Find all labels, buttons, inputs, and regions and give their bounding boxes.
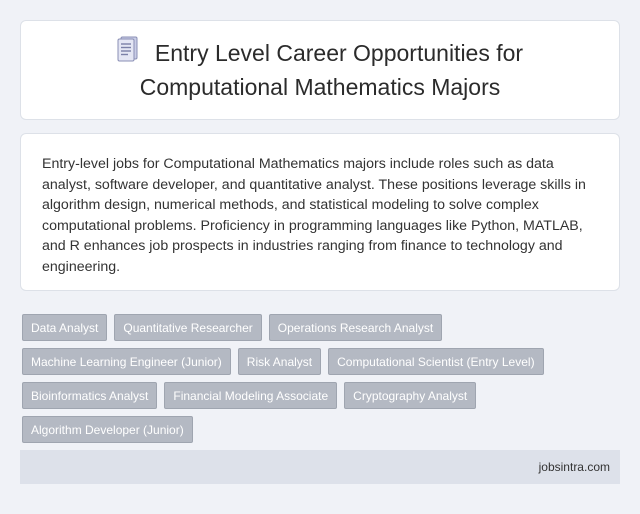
tag-computational-scientist[interactable]: Computational Scientist (Entry Level)	[328, 348, 543, 375]
footer-site-link[interactable]: jobsintra.com	[538, 460, 610, 474]
title-card	[20, 20, 620, 120]
footer	[20, 450, 620, 484]
job-tag-list	[22, 314, 622, 450]
tag-financial-modeling-associate[interactable]: Financial Modeling Associate	[164, 382, 337, 409]
tag-machine-learning-engineer[interactable]: Machine Learning Engineer (Junior)	[22, 348, 231, 375]
page-title: Entry Level Career Opportunities for Computational Mathematics Majors	[139, 40, 524, 100]
tag-risk-analyst[interactable]: Risk Analyst	[238, 348, 321, 375]
description-text: Entry-level jobs for Computational Mathematics majors include roles such as data analyst, software developer, and quantitative analyst. These positions leverage skills in algorithm design, numerical methods, and statistical modeling to solve complex computational problems. Proficiency in programming languages like Python, MATLAB, and R enhances job prospects in industries ranging from finance to technology and engineering.	[42, 156, 586, 275]
tag-cryptography-analyst[interactable]: Cryptography Analyst	[344, 382, 476, 409]
tag-data-analyst[interactable]: Data Analyst	[22, 314, 107, 341]
tag-quantitative-researcher[interactable]: Quantitative Researcher	[114, 314, 261, 341]
tag-operations-research-analyst[interactable]: Operations Research Analyst	[269, 314, 442, 341]
description-card	[20, 133, 620, 291]
tag-algorithm-developer[interactable]: Algorithm Developer (Junior)	[22, 416, 193, 443]
document-icon	[117, 36, 139, 69]
page-title-heading	[51, 38, 589, 101]
tag-bioinformatics-analyst[interactable]: Bioinformatics Analyst	[22, 382, 157, 409]
